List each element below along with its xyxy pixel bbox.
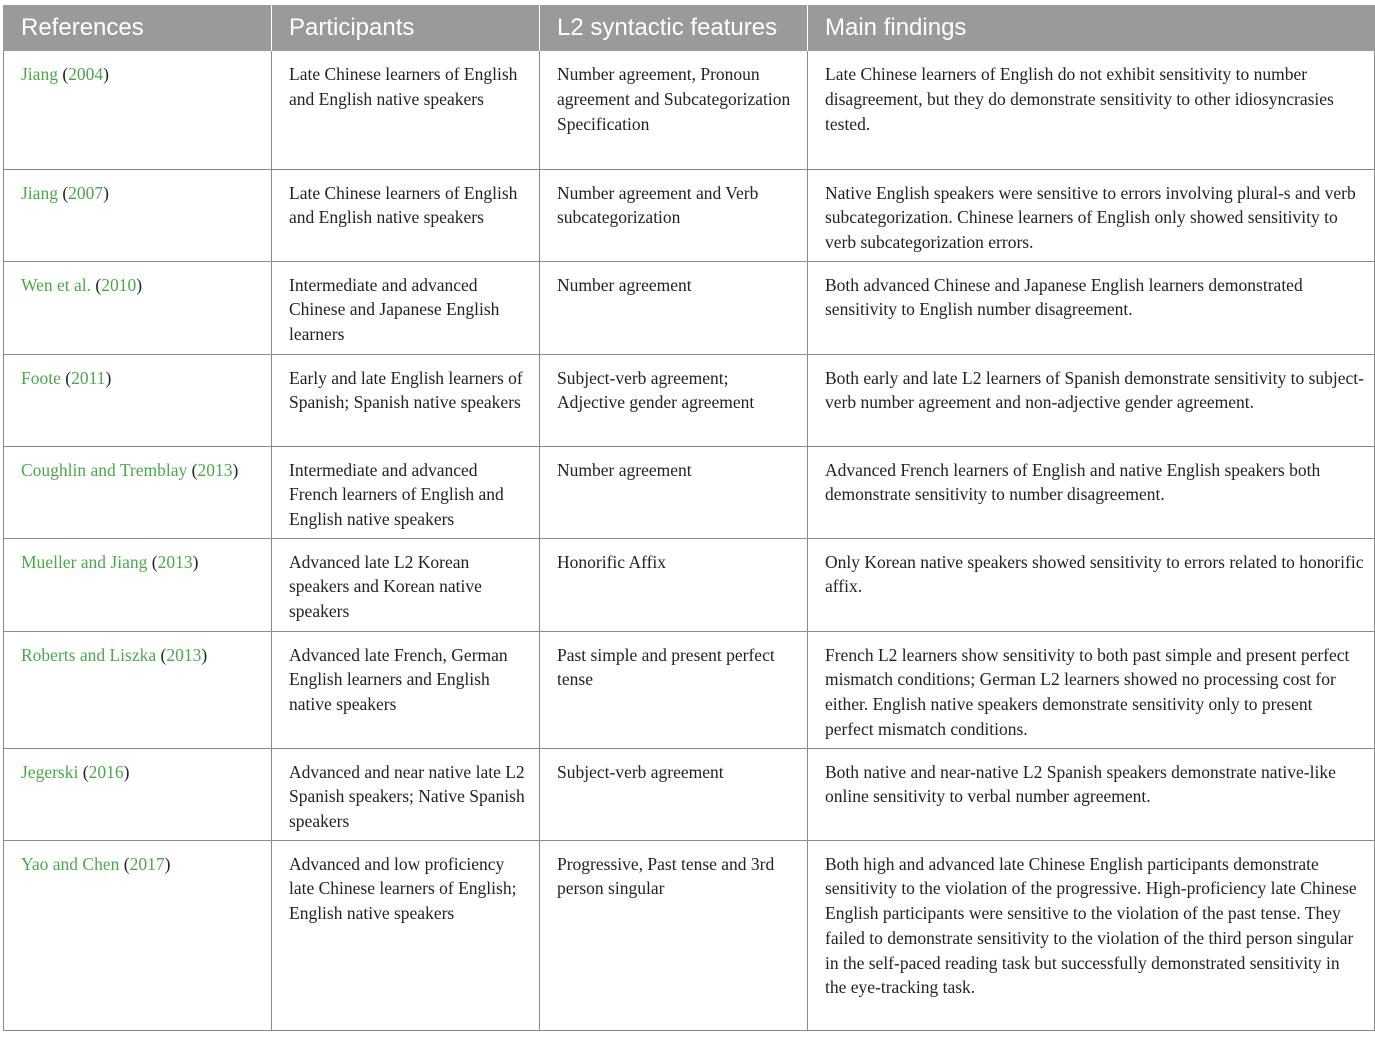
reference-cell: Wen et al. (2010) [4, 261, 272, 354]
table-row [4, 446, 1375, 538]
features-cell: Number agreement [540, 446, 808, 538]
findings-cell: Both high and advanced late Chinese English participants demonstrate sensitivity to the violation of the progressive. High-proficiency late Chinese English participants were sensitive to the violation of the past tense. They failed to demonstrate sensitivity to the violation of the third person singular in the self-paced reading task but successfully demonstrated sensitivity in the eye-tracking task. [808, 840, 1375, 1030]
references-table [3, 5, 1375, 1031]
author-link[interactable]: Roberts and Liszka [21, 644, 157, 665]
year-link[interactable]: 2013 [166, 644, 202, 665]
reference-cell: Foote (2011) [4, 354, 272, 446]
reference-cell: Jegerski (2016) [4, 748, 272, 840]
year-link[interactable]: 2011 [71, 367, 106, 388]
findings-cell: French L2 learners show sensitivity to both past simple and present perfect mismatch conditions; German L2 learners showed no processing cost for either. English native speakers demonstrate sensitivity only to present perfect mismatch conditions. [808, 631, 1375, 748]
reference-cell: Mueller and Jiang (2013) [4, 538, 272, 631]
table-row [4, 631, 1375, 748]
reference-cell: Jiang (2007) [4, 169, 272, 261]
participants-cell: Advanced and near native late L2 Spanish speakers; Native Spanish speakers [272, 748, 540, 840]
features-cell: Number agreement and Verb subcategorization [540, 169, 808, 261]
column-header-references: References [4, 5, 272, 51]
table-row [4, 51, 1375, 169]
author-link[interactable]: Foote [21, 367, 61, 388]
table-row [4, 748, 1375, 840]
findings-cell: Both advanced Chinese and Japanese English learners demonstrated sensitivity to English number disagreement. [808, 261, 1375, 354]
reference-cell: Coughlin and Tremblay (2013) [4, 446, 272, 538]
findings-cell: Late Chinese learners of English do not exhibit sensitivity to number disagreement, but they do demonstrate sensitivity to other idiosyncrasies tested. [808, 51, 1375, 169]
table-row [4, 840, 1375, 1030]
header-row [4, 5, 1375, 51]
participants-cell: Early and late English learners of Spanish; Spanish native speakers [272, 354, 540, 446]
year-link[interactable]: 2010 [101, 274, 137, 295]
column-header-participants: Participants [272, 5, 540, 51]
features-cell: Progressive, Past tense and 3rd person singular [540, 840, 808, 1030]
findings-cell: Only Korean native speakers showed sensitivity to errors related to honorific affix. [808, 538, 1375, 631]
table-row [4, 169, 1375, 261]
participants-cell: Advanced and low proficiency late Chinese learners of English; English native speakers [272, 840, 540, 1030]
features-cell: Honorific Affix [540, 538, 808, 631]
features-cell: Past simple and present perfect tense [540, 631, 808, 748]
participants-cell: Late Chinese learners of English and English native speakers [272, 169, 540, 261]
findings-cell: Both native and near-native L2 Spanish speakers demonstrate native-like online sensitivity to verbal number agreement. [808, 748, 1375, 840]
participants-cell: Advanced late French, German English learners and English native speakers [272, 631, 540, 748]
findings-cell: Native English speakers were sensitive to errors involving plural-s and verb subcategorization. Chinese learners of English only showed sensitivity to verb subcategorization errors. [808, 169, 1375, 261]
participants-cell: Intermediate and advanced French learners of English and English native speakers [272, 446, 540, 538]
reference-cell: Roberts and Liszka (2013) [4, 631, 272, 748]
author-link[interactable]: Jiang [21, 182, 58, 203]
year-link[interactable]: 2004 [68, 64, 104, 84]
findings-cell: Both early and late L2 learners of Spanish demonstrate sensitivity to subject-verb number agreement and non-adjective gender agreement. [808, 354, 1375, 446]
author-link[interactable]: Yao and Chen [21, 853, 120, 874]
year-link[interactable]: 2017 [129, 853, 165, 874]
features-cell: Subject-verb agreement [540, 748, 808, 840]
participants-cell: Advanced late L2 Korean speakers and Korean native speakers [272, 538, 540, 631]
table-row [4, 538, 1375, 631]
author-link[interactable]: Coughlin and Tremblay [21, 459, 188, 480]
features-cell: Number agreement [540, 261, 808, 354]
table-row [4, 354, 1375, 446]
year-link[interactable]: 2007 [68, 182, 104, 203]
table-row [4, 261, 1375, 354]
participants-cell: Late Chinese learners of English and English native speakers [272, 51, 540, 169]
reference-cell: Jiang (2004) [4, 51, 272, 169]
author-link[interactable]: Mueller and Jiang [21, 551, 148, 572]
column-header-findings: Main findings [808, 5, 1375, 51]
findings-cell: Advanced French learners of English and native English speakers both demonstrate sensitivity to number disagreement. [808, 446, 1375, 538]
author-link[interactable]: Jegerski [21, 761, 79, 782]
features-cell: Number agreement, Pronoun agreement and Subcategorization Specification [540, 51, 808, 169]
author-link[interactable]: Wen et al. [21, 274, 92, 295]
features-cell: Subject-verb agreement; Adjective gender agreement [540, 354, 808, 446]
column-header-features: L2 syntactic features [540, 5, 808, 51]
year-link[interactable]: 2013 [197, 459, 233, 480]
year-link[interactable]: 2013 [157, 551, 193, 572]
participants-cell: Intermediate and advanced Chinese and Japanese English learners [272, 261, 540, 354]
reference-cell: Yao and Chen (2017) [4, 840, 272, 1030]
author-link[interactable]: Jiang [21, 64, 58, 84]
year-link[interactable]: 2016 [88, 761, 124, 782]
